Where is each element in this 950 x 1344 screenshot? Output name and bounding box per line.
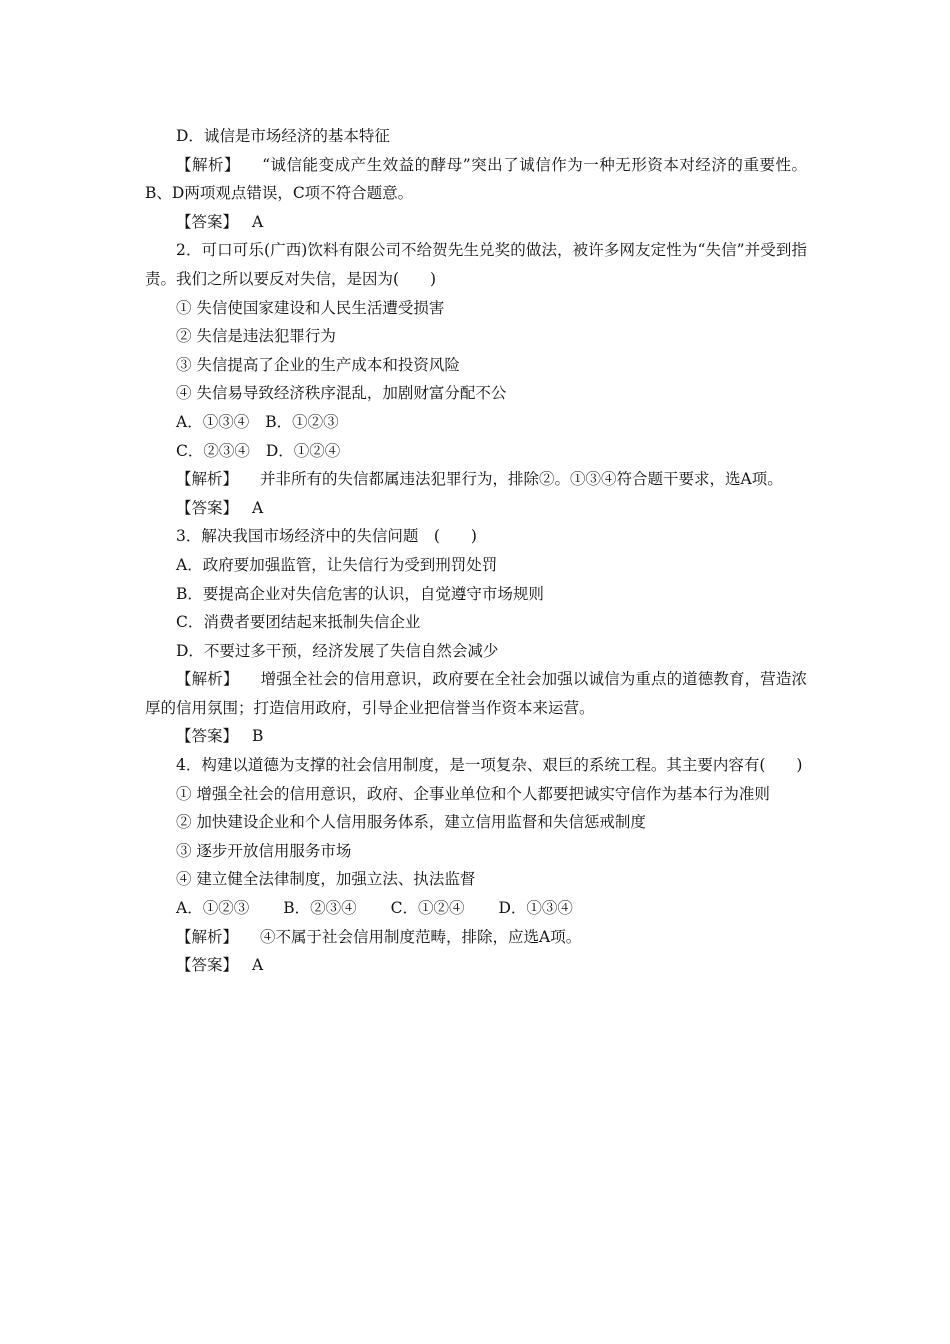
- q4-analysis-text: ④不属于社会信用制度范畴，排除，应选A项。: [260, 927, 582, 946]
- q3-analysis-label: 【解析】: [176, 670, 239, 689]
- q2-answer-label: 【答案】: [176, 498, 239, 517]
- q2-item-1: ① 失信使国家建设和人民生活遭受损害: [176, 298, 445, 317]
- q2-option-c: C．②③④: [176, 441, 250, 460]
- q4-option-c: C．①②④: [390, 899, 465, 918]
- q2-stem: 2．可口可乐(广西)饮料有限公司不给贺先生兑奖的做法，被许多网友定性为“失信”并受到指责。我们之所以要反对失信，是因为( ): [145, 241, 807, 288]
- q1-option-d: D．诚信是市场经济的基本特征: [176, 127, 390, 145]
- q4-analysis: [145, 923, 807, 952]
- q4-item-2: ② 加快建设企业和个人信用服务体系，建立信用监督和失信惩戒制度: [176, 813, 646, 832]
- q2-answer: [145, 494, 807, 523]
- q3-option-c: C．消费者要团结起来抵制失信企业: [176, 613, 421, 632]
- q1-analysis-text: “诚信能变成产生效益的酵母”突出了诚信作为一种无形资本对经济的重要性。B、D两项观点错误，C项不符合题意。: [145, 155, 807, 203]
- q1-answer-label: 【答案】: [176, 212, 239, 231]
- q4-answer-value: A: [252, 956, 264, 975]
- q2-item-3: ③ 失信提高了企业的生产成本和投资风险: [176, 355, 460, 374]
- q4-analysis-label: 【解析】: [176, 927, 239, 946]
- q3-option-a: A．政府要加强监管，让失信行为受到刑罚处罚: [176, 555, 498, 574]
- q3-answer: [145, 722, 807, 751]
- q3-option-d: D．不要过多干预，经济发展了失信自然会减少: [176, 641, 499, 660]
- q1-analysis: [145, 151, 807, 208]
- q2-item-2: ② 失信是违法犯罪行为: [176, 327, 336, 346]
- q4-options-row: [145, 894, 807, 923]
- q2-item-4: ④ 失信易导致经济秩序混乱，加剧财富分配不公: [176, 384, 507, 403]
- q3-answer-value: B: [252, 727, 264, 746]
- q2-options-row-1: [145, 408, 807, 437]
- q2-option-a: A．①③④: [176, 412, 250, 431]
- q3-analysis-text: 增强全社会的信用意识，政府要在全社会加强以诚信为重点的道德教育，营造浓厚的信用氛围；打造信用政府，引导企业把信誉当作资本来运营。: [145, 670, 807, 717]
- q2-analysis-label: 【解析】: [176, 470, 239, 489]
- q4-option-b: B．②③④: [283, 899, 357, 918]
- q2-option-b: B．①②③: [265, 412, 339, 431]
- q3-analysis: [145, 665, 807, 722]
- q4-stem: 4．构建以道德为支撑的社会信用制度，是一项复杂、艰巨的系统工程。其主要内容有( ): [176, 756, 803, 775]
- q4-item-1: ① 增强全社会的信用意识，政府、企事业单位和个人都要把诚实守信作为基本行为准则: [176, 784, 770, 803]
- q1-analysis-label: 【解析】: [176, 155, 241, 174]
- q4-option-a: A．①②③: [176, 899, 250, 918]
- q4-answer: [145, 951, 807, 980]
- q2-analysis-text: 并非所有的失信都属违法犯罪行为，排除②。①③④符合题干要求，选A项。: [260, 470, 783, 489]
- q4-option-d: D．①③④: [498, 899, 573, 918]
- q3-option-b: B．要提高企业对失信危害的认识，自觉遵守市场规则: [176, 584, 544, 603]
- q3-stem: 3．解决我国市场经济中的失信问题 ( ): [176, 527, 477, 546]
- q4-answer-label: 【答案】: [176, 956, 239, 975]
- q4-item-3: ③ 逐步开放信用服务市场: [176, 841, 352, 860]
- q2-options-row-2: [145, 437, 807, 466]
- q4-item-4: ④ 建立健全法律制度，加强立法、执法监督: [176, 870, 476, 889]
- q2-analysis: [145, 465, 807, 494]
- q2-answer-value: A: [252, 498, 264, 517]
- q2-option-d: D．①②④: [265, 441, 341, 460]
- document-content: [145, 122, 807, 980]
- q3-answer-label: 【答案】: [176, 727, 239, 746]
- q1-answer-value: A: [252, 212, 264, 231]
- q1-answer: [145, 208, 807, 237]
